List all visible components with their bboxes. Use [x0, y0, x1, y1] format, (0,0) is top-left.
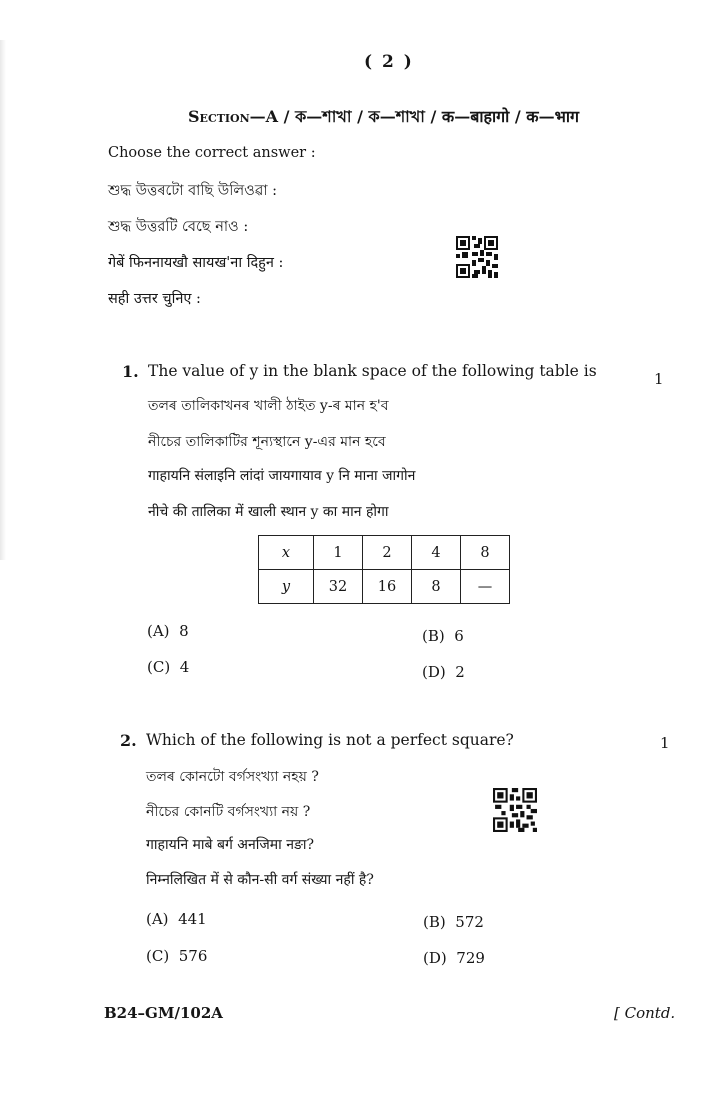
option-label: (D): [422, 663, 446, 681]
question-2-marks: 1: [660, 734, 670, 752]
table-cell: 1: [314, 536, 363, 570]
section-heading-prefix: Section: [188, 107, 250, 126]
instruction-assamese: শুদ্ধ উত্তৰটো বাছি উলিওৱা :: [108, 183, 278, 199]
option-label: (D): [423, 949, 447, 967]
question-1-marks: 1: [654, 370, 664, 388]
option-value: 6: [454, 627, 464, 645]
question-2-option-c: [146, 947, 207, 965]
question-2-option-d: [423, 949, 485, 967]
question-1-translation-hindi: नीचे की तालिका में खाली स्थान y का मान होगा: [148, 504, 389, 520]
question-1-number: 1.: [122, 362, 139, 381]
table-cell: 16: [363, 570, 412, 604]
instruction-english: Choose the correct answer :: [108, 145, 316, 161]
option-value: 2: [455, 663, 465, 681]
question-1-translation-assamese: তলৰ তালিকাখনৰ খালী ঠাইত y-ৰ মান হ'ব: [148, 398, 389, 414]
option-label: (B): [423, 913, 446, 931]
table-cell: y: [259, 570, 314, 604]
table-cell: 2: [363, 536, 412, 570]
option-value: 729: [456, 949, 485, 967]
table-cell: 4: [412, 536, 461, 570]
option-label: (B): [422, 627, 445, 645]
question-1-option-d: [422, 663, 465, 681]
table-cell: 32: [314, 570, 363, 604]
question-2-translation-bodo: गाहायनि माबे बर्ग अनजिमा नङा?: [146, 837, 315, 853]
option-label: (C): [147, 658, 171, 676]
question-1-text: The value of y in the blank space of the following table is: [148, 362, 597, 380]
question-1-translation-bodo: गाहायनि संलाइनि लांदां जायगायाव y नि माना जागोन: [148, 468, 416, 484]
question-2-option-a: [146, 910, 207, 928]
question-2-translation-assamese: তলৰ কোনটো বৰ্গসংখ্যা নহয় ?: [146, 769, 319, 785]
qr-code-icon: [493, 788, 537, 832]
continued-label: [ Contd.: [614, 1004, 676, 1022]
instruction-hindi: सही उत्तर चुनिए :: [108, 291, 201, 307]
option-label: (C): [146, 947, 170, 965]
page-number: ( 2 ): [364, 52, 414, 72]
section-heading: [188, 104, 579, 131]
page-edge-shadow: [0, 40, 6, 560]
option-value: 8: [179, 622, 189, 640]
question-2-text: Which of the following is not a perfect square?: [146, 731, 514, 749]
table-cell: 8: [412, 570, 461, 604]
question-2-translation-hindi: निम्नलिखित में से कौन-सी वर्ग संख्या नहीं है?: [146, 872, 374, 888]
section-heading-rest: —A / ক—শাখা / ক—শাখা / क—बाहागो / क—भाग: [249, 107, 579, 126]
value-table: [258, 535, 510, 604]
question-2-translation-bengali: নীচের কোনটি বর্গসংখ্যা নয় ?: [146, 804, 311, 820]
question-1-option-a: [147, 622, 189, 640]
instruction-bengali: শুদ্ধ উত্তরটি বেছে নাও :: [108, 219, 249, 235]
table-row: [259, 570, 510, 604]
option-label: (A): [147, 622, 170, 640]
question-1-option-c: [147, 658, 189, 676]
question-2-option-b: [423, 913, 484, 931]
table-cell: 8: [461, 536, 510, 570]
option-label: (A): [146, 910, 169, 928]
option-value: 576: [178, 947, 208, 965]
paper-code: B24–GM/102A: [104, 1004, 223, 1022]
question-1-translation-bengali: নীচের তালিকাটির শূন্যস্থানে y-এর মান হবে: [148, 434, 386, 450]
instruction-bodo: गेबें फिननायखौ सायख'ना दिहुन :: [108, 255, 284, 271]
question-2-number: 2.: [120, 731, 137, 750]
option-value: 4: [179, 658, 190, 676]
question-1-option-b: [422, 627, 464, 645]
table-cell: —: [461, 570, 510, 604]
option-value: 441: [178, 910, 207, 928]
table-row: [259, 536, 510, 570]
qr-code-icon: [456, 236, 498, 278]
option-value: 572: [455, 913, 484, 931]
table-cell: x: [259, 536, 314, 570]
